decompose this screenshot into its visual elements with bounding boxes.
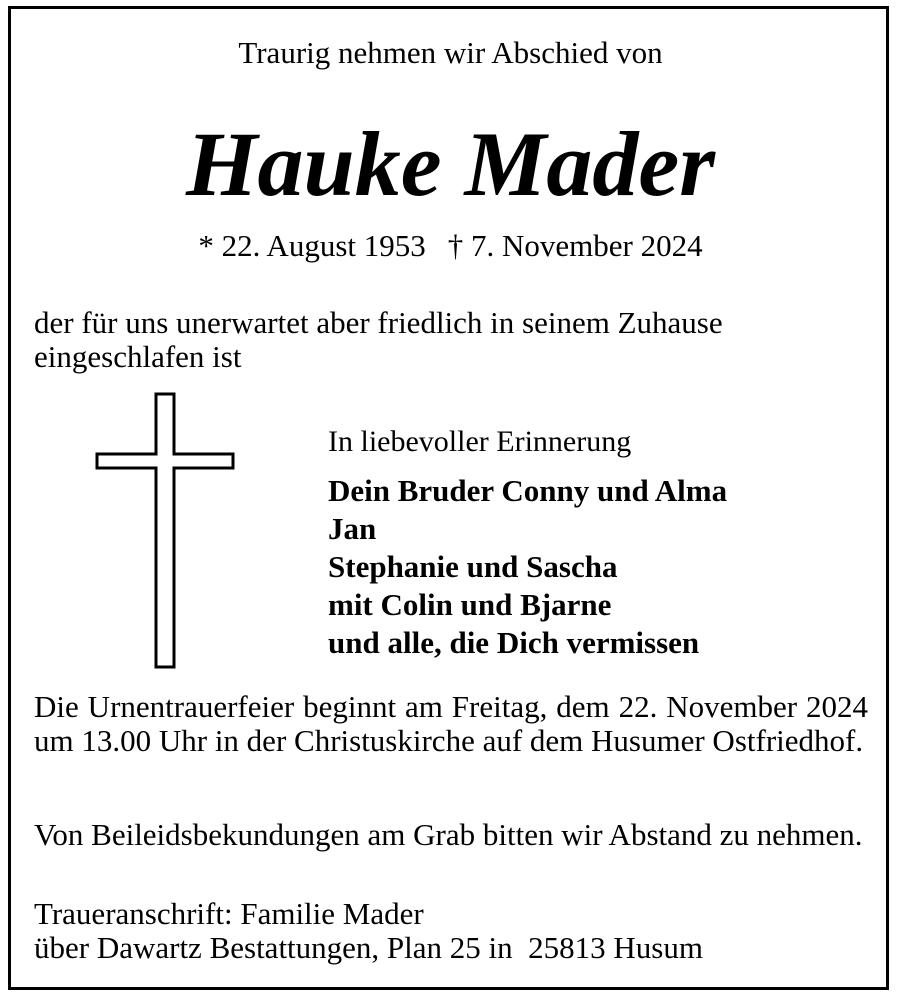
cross-icon	[94, 392, 236, 670]
birth-date: * 22. August 1953	[198, 228, 426, 263]
passing-line-2: eingeschlafen ist	[34, 339, 242, 374]
mourning-address	[34, 897, 868, 965]
family-line: Stephanie und Sascha	[328, 549, 618, 584]
memory-lead: In liebevoller Erinnerung	[328, 425, 632, 458]
address-line-2: über Dawartz Bestattungen, Plan 25 in 25813 Husum	[34, 930, 703, 965]
deceased-name: Hauke Mader	[186, 113, 715, 215]
family-list	[328, 472, 868, 662]
passing-line-1: der für uns unerwartet aber friedlich in seinem Zuhause	[34, 305, 723, 340]
family-line: Jan	[328, 511, 377, 546]
condolence-text: Von Beileidsbekundungen am Grab bitten wir Abstand zu nehmen.	[34, 817, 863, 852]
passing-text	[34, 306, 868, 374]
address-line-1: Traueranschrift: Familie Mader	[34, 896, 424, 931]
family-line: und alle, die Dich vermissen	[328, 625, 700, 660]
death-date: † 7. November 2024	[447, 228, 703, 263]
family-line: Dein Bruder Conny und Alma	[328, 473, 728, 508]
ceremony-text: Die Urnentrauerfeier beginnt am Freitag, dem 22. November 2024 um 13.00 Uhr in der Christuskirche auf dem Husumer Ostfriedhof.	[34, 689, 868, 758]
memory-block	[328, 422, 868, 662]
family-line: mit Colin und Bjarne	[328, 587, 612, 622]
life-dates	[0, 226, 901, 266]
intro-text: Traurig nehmen wir Abschied von	[238, 35, 663, 70]
